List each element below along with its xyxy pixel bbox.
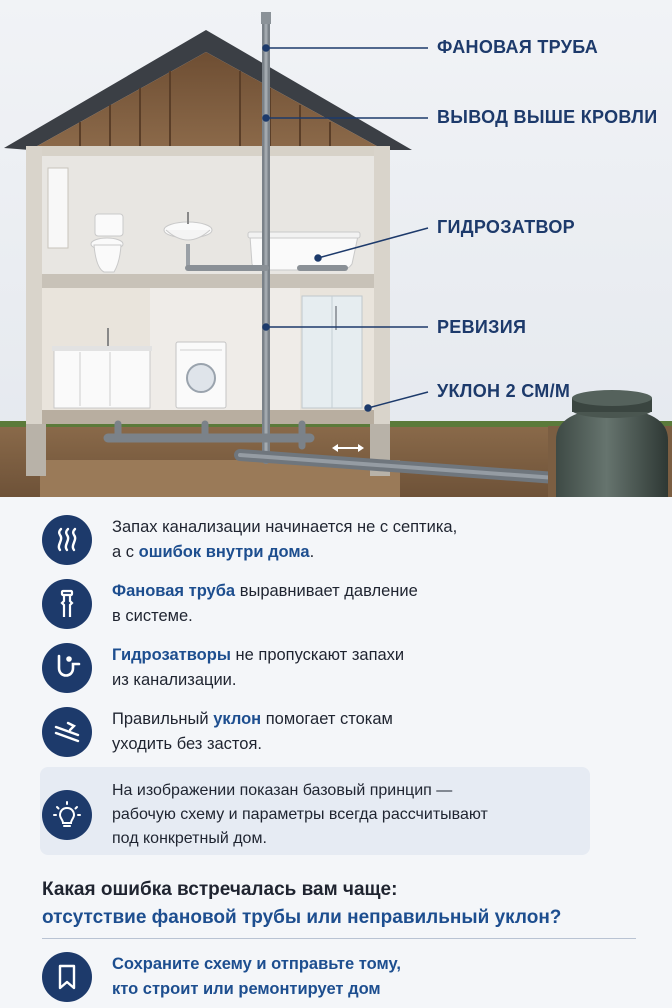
divider bbox=[42, 938, 636, 939]
fact-text-line bbox=[112, 579, 418, 604]
shower-cabin bbox=[302, 296, 362, 408]
cta-line: кто строит или ремонтирует дом bbox=[112, 980, 381, 998]
note-line: под конкретный дом. bbox=[112, 830, 267, 847]
floor-slab bbox=[42, 274, 374, 288]
fact-highlight: уклон bbox=[213, 710, 262, 728]
fact-text-line: Запах канализации начинается не с септика, bbox=[112, 518, 458, 536]
fact-text-line bbox=[112, 643, 404, 668]
callout-slope: УКЛОН 2 СМ/М bbox=[437, 381, 571, 401]
fact-text: выравнивает давление bbox=[235, 582, 418, 600]
question-line: Какая ошибка встречалась вам чаще: bbox=[42, 879, 398, 900]
odor-waves-icon bbox=[42, 515, 92, 565]
house-plumbing-diagram bbox=[0, 0, 672, 497]
fact-text-line bbox=[112, 707, 393, 732]
fact-item bbox=[42, 707, 393, 757]
fact-text: не пропускают запахи bbox=[230, 646, 405, 664]
fact-text-line: в системе. bbox=[112, 607, 193, 625]
note-item bbox=[42, 779, 488, 851]
fact-text: Правильный bbox=[112, 710, 214, 728]
fact-item bbox=[42, 643, 404, 693]
washing-machine bbox=[176, 342, 226, 408]
house-illustration bbox=[0, 0, 672, 497]
fact-text-line: из канализации. bbox=[112, 671, 237, 689]
fact-text: . bbox=[309, 543, 315, 561]
fact-text: а с bbox=[112, 543, 139, 561]
callout-vent-pipe: ФАНОВАЯ ТРУБА bbox=[437, 37, 599, 57]
lightbulb-icon bbox=[42, 790, 92, 840]
question bbox=[42, 876, 561, 932]
siphon-icon bbox=[42, 643, 92, 693]
callout-revision: РЕВИЗИЯ bbox=[437, 317, 527, 337]
fact-item bbox=[42, 579, 418, 629]
fact-highlight: Гидрозатворы bbox=[112, 646, 231, 664]
cta-item bbox=[42, 952, 401, 1002]
note-line: На изображении показан базовый принцип — bbox=[112, 782, 453, 799]
fact-item bbox=[42, 515, 457, 565]
info-section bbox=[0, 497, 672, 1008]
callout-water-seal: ГИДРОЗАТВОР bbox=[437, 217, 575, 237]
bookmark-icon bbox=[42, 952, 92, 1002]
fact-text: помогает стокам bbox=[261, 710, 393, 728]
fact-highlight: ошибок внутри дома bbox=[138, 543, 310, 561]
fact-text-line bbox=[112, 540, 457, 565]
fact-text-line: уходить без застоя. bbox=[112, 735, 262, 753]
vent-pipe-icon bbox=[42, 579, 92, 629]
slope-pipe-icon bbox=[42, 707, 92, 757]
callout-roof-outlet: ВЫВОД ВЫШЕ КРОВЛИ bbox=[437, 107, 658, 127]
question-line-highlight: отсутствие фановой трубы или неправильный уклон? bbox=[42, 907, 562, 928]
cta-line: Сохраните схему и отправьте тому, bbox=[112, 955, 402, 973]
note-line: рабочую схему и параметры всегда рассчитывают bbox=[112, 806, 488, 823]
fact-highlight: Фановая труба bbox=[112, 582, 236, 600]
